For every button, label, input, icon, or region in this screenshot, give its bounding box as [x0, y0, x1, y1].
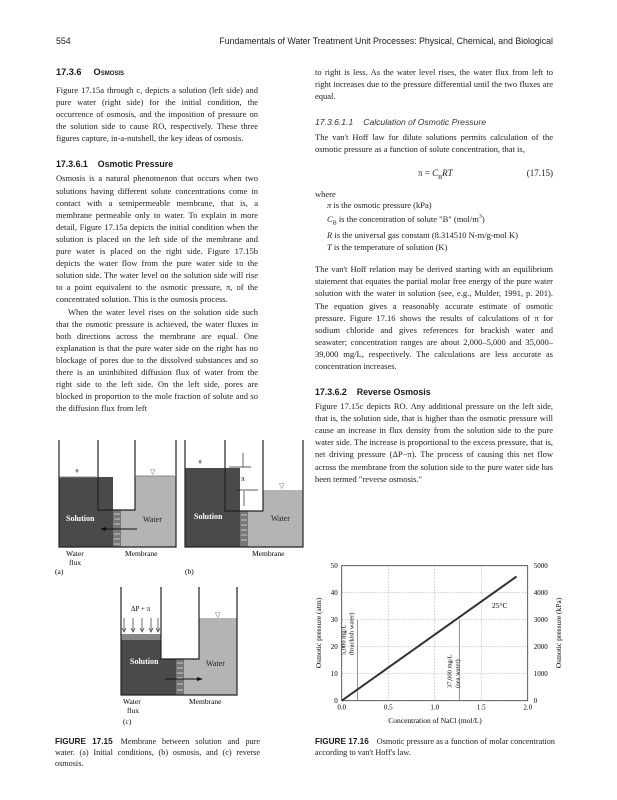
reference-label: (brackish water) [348, 612, 356, 655]
section-number: 17.3.6 [56, 67, 82, 77]
x-tick-label: 1.0 [430, 703, 440, 712]
symbol: T [327, 241, 332, 252]
water-flux-label: flux [127, 706, 140, 715]
x-tick-label: 0.5 [383, 703, 393, 712]
y-tick-label: 50 [330, 562, 338, 571]
water-label: Water [206, 659, 225, 668]
y2-tick-label: 1000 [533, 670, 548, 679]
ro-paragraph: Figure 17.15c depicts RO. Any additional pressure on the left side, that is, the solution side, that is higher than the osmotic pressure will cause an increase in flux density from the solution side to the pure water side. The increase is proportional to the excess pressure, that is, net driving pressure (ΔP−π). The process of causing this net flow across the membrane from the solution side to the pure water side has been termed "reverse osmosis." [315, 401, 553, 484]
definition-text: is the temperature of solution (K) [331, 241, 448, 252]
equation-rt: RT [442, 168, 453, 179]
definition-text: is the osmotic pressure (kPa) [331, 200, 432, 211]
caption-label: FIGURE 17.16 [315, 737, 369, 746]
y-tick-label: 30 [330, 616, 338, 625]
solution-label: Solution [130, 657, 159, 666]
subsubsection-number: 17.3.6.1.1 [315, 117, 354, 128]
tick-labels [331, 562, 549, 712]
subsubsection-title: Calculation of Osmotic Pressure [363, 117, 486, 128]
x-tick-label: 0.0 [337, 703, 347, 712]
symbol: R [327, 230, 333, 241]
water-flux-label: Water [66, 549, 84, 558]
running-title: Fundamentals of Water Treatment Unit Processes: Physical, Chemical, and Biological [219, 36, 553, 46]
symbol: π [327, 200, 332, 211]
figure-16-caption [315, 736, 555, 758]
membrane-label: Membrane [125, 549, 158, 558]
osmotic-pressure-line [342, 577, 517, 701]
chart-marks [341, 577, 517, 701]
caption-label: FIGURE 17.15 [55, 737, 113, 746]
membrane-label: Membrane [252, 549, 285, 558]
solution-label: Solution [66, 514, 95, 523]
panel-a-label: (a) [55, 567, 64, 576]
y-tick-label: 0 [334, 697, 338, 706]
where-label: where [315, 189, 336, 200]
equilibrium-paragraph: When the water level rises on the solution side such that the osmotic pressure is achieved, the water fluxes in both directions across the membrane are equal. One explanation is that the pure water side on the right has no blockage of pores due to the dissolved substances and so there is an uninhibited diffusion flux of water from the right side to the left side. On the left side, pores are blocked in proportion to the mole fraction of solute and so the diffusion flux from left [56, 306, 258, 414]
y-axis-label: Osmotic pressure (atm) [314, 597, 323, 669]
x-axis-label: Concentration of NaCl (mol/L) [388, 716, 482, 725]
ro-number: 17.3.6.2 [315, 387, 347, 398]
level-marker-icon: ♦ [75, 466, 80, 475]
pi-label: π [241, 474, 245, 483]
definition-text: is the concentration of solute "B" (mol/m [336, 213, 479, 224]
series-label: 25°C [492, 601, 508, 610]
level-marker-icon: ▽ [215, 611, 221, 619]
subsection-number: 17.3.6.1 [56, 159, 88, 170]
osmosis-paragraph: Osmosis is a natural phenomenon that occurs when two solutions having different solute concentrations come in contact with a semipermeable membrane, that is, a membrane permeable only to water. To explain in more detail, Figure 17.15a depicts the initial condition when the solution is placed on the left side of the membrane and pure water is placed on the right side. Figure 17.15b depicts the water flow from the pure water side to the solution side. The water level on the solution side will rise to a point equivalent to the osmotic pressure, π, of the concentrated solution. This is the osmosis process. [56, 173, 258, 305]
equation-lhs: π = [418, 168, 433, 179]
intro-paragraph: Figure 17.15a through c, depicts a solution (left side) and pure water (right side) for the initial condition, the occurrence of osmosis, and the imposition of pressure on the solution side to cause RO, respectively. These three figures capture, in-a-nutshell, the key ideas of osmosis. [56, 85, 258, 144]
definition-after: ) [481, 213, 485, 224]
unit-sup: 3 [478, 213, 482, 220]
pressure-label: ΔP + π [131, 605, 151, 613]
y2-axis-label: Osmotic pressure (kPa) [554, 597, 563, 669]
ro-title: Reverse Osmosis [356, 387, 431, 398]
equation-c: C [432, 168, 439, 179]
solution-label: Solution [194, 512, 223, 521]
symbol-sub: B [332, 220, 337, 227]
level-marker-icon: ♦ [198, 457, 203, 466]
section-title: Osmosis [93, 67, 125, 77]
y2-tick-label: 4000 [533, 589, 548, 598]
y2-tick-label: 3000 [533, 616, 548, 625]
reference-label: 37,000 mg/L [446, 654, 454, 688]
panel-b-label: (b) [185, 567, 194, 576]
level-marker-icon: ▽ [279, 482, 285, 490]
vanthoff-paragraph: The van't Hoff law for dilute solutions permits calculation of the osmotic pressure as a function of solute concentration, that is, [315, 132, 553, 155]
page-number: 554 [56, 36, 71, 46]
equation-number: (17.15) [526, 168, 553, 179]
y2-tick-label: 0 [533, 697, 538, 706]
y-tick-label: 40 [330, 589, 338, 598]
equation-sub: B [438, 175, 443, 182]
panel-c-label: (c) [123, 717, 132, 726]
y2-tick-label: 2000 [533, 643, 548, 652]
water-label: Water [143, 515, 162, 524]
reference-label: 5,000 mg/L [340, 624, 348, 655]
definition-text: is the universal gas constant (8.314510 N-m/g-mol K) [332, 230, 518, 241]
level-marker-icon: ▽ [150, 468, 156, 476]
water-label: Water [271, 514, 290, 523]
subsection-title: Osmotic Pressure [97, 159, 174, 170]
y-tick-label: 20 [330, 643, 338, 652]
membrane-label: Membrane [189, 697, 222, 706]
caption-text: Membrane between solution and pure water. (a) Initial conditions, (b) osmosis, and (c) reverse osmosis. [55, 737, 260, 768]
relation-paragraph: The van't Hoff relation may be derived starting with an equilibrium statement that equates the partial molar free energy of the pure water solution with the water in solution (see, e.g., Mulder, 1991, p. 201). The equation gives a reasonably accurate estimate of osmotic pressure. Figure 17.16 shows the results of calculations of π for sodium chloride and gives references for brackish water and seawater; concentration ranges are about 2,000–5,000 and 35,000–39,000 mg/L, respectively. The calculations are less accurate as concentration increases. [315, 264, 553, 371]
caption-text: Osmotic pressure as a function of molar concentration according to van't Hoff's law. [315, 737, 555, 757]
y2-tick-label: 5000 [533, 562, 548, 571]
water-flux-label: Water [123, 697, 141, 706]
reference-label: (sea water) [454, 659, 462, 688]
symbol: C [327, 213, 333, 224]
y-tick-label: 10 [330, 670, 338, 679]
continued-paragraph: to right is less. As the water level rises, the water flux from left to right increases due to the pressure differential until the two fluxes are equal. [315, 67, 553, 102]
x-tick-label: 1.5 [476, 703, 486, 712]
x-tick-label: 2.0 [523, 703, 533, 712]
water-flux-label: flux [69, 558, 82, 567]
